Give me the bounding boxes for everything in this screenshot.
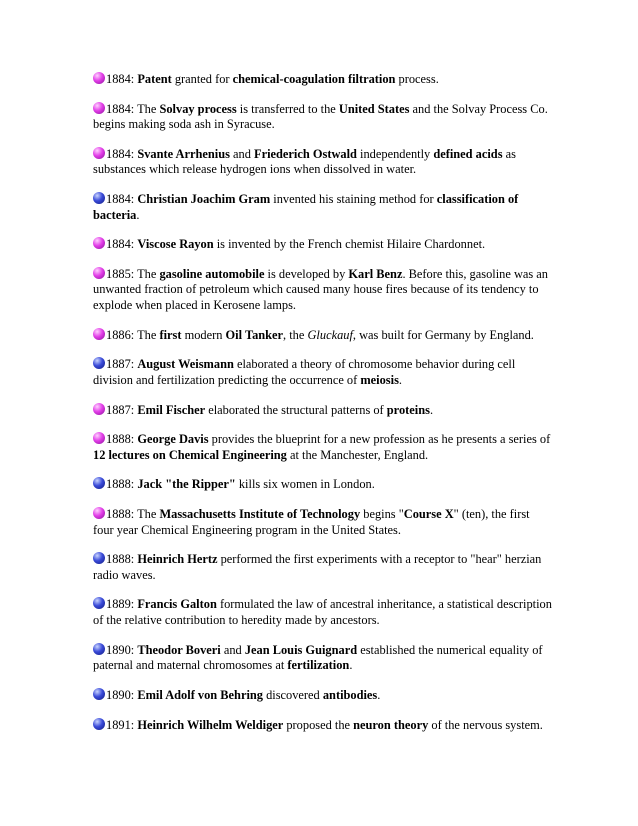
pink-bullet-icon [93, 237, 105, 249]
entry-text: . [398, 372, 402, 387]
entry-text: . [349, 658, 353, 673]
entry-bold-text: Patent [137, 72, 172, 86]
entry-text: 1888: [106, 552, 138, 567]
timeline-entry [93, 102, 553, 133]
entry-text: performed the first experiments with a receptor to "hear" herzian radio waves. [93, 552, 542, 582]
entry-bold-text: proteins [386, 402, 430, 417]
entry-bold-text: Emil Fischer [137, 402, 206, 417]
entry-text: 1890: [106, 642, 138, 657]
entry-bold-text: chemical-coagulation filtration [232, 72, 396, 86]
entry-text: independently [356, 146, 434, 161]
pink-bullet-icon [93, 267, 105, 279]
timeline-entry [93, 643, 553, 674]
timeline-entry [93, 357, 553, 388]
timeline-entry [93, 192, 553, 223]
entry-bold-text: classification of bacteria [93, 192, 519, 222]
timeline-entry [93, 507, 553, 538]
blue-bullet-icon [93, 718, 105, 730]
blue-bullet-icon [93, 192, 105, 204]
pink-bullet-icon [93, 72, 105, 84]
entry-italic-text: Gluckauf [307, 327, 353, 342]
entry-text: 1890: [106, 687, 138, 702]
entry-text: elaborated a theory of chromosome behavior during cell division and fertilization predicting the occurrence of [93, 357, 516, 387]
entry-text: 1884: [106, 72, 138, 86]
entry-text: 1886: The [106, 327, 160, 342]
entry-text: kills six women in London. [235, 477, 375, 492]
entry-bold-text: antibodies [322, 687, 378, 702]
entry-text: granted for [171, 72, 233, 86]
pink-bullet-icon [93, 147, 105, 159]
timeline-entry [93, 688, 553, 704]
timeline-entry [93, 718, 553, 734]
entry-text: , was built for Germany by England. [352, 327, 534, 342]
entry-text: 1889: [106, 597, 138, 612]
entry-bold-text: Friederich Ostwald [254, 146, 357, 161]
entry-bold-text: Heinrich Wilhelm Weldiger [137, 717, 284, 732]
blue-bullet-icon [93, 688, 105, 700]
timeline-entry [93, 72, 553, 88]
blue-bullet-icon [93, 597, 105, 609]
entry-bold-text: gasoline automobile [159, 266, 265, 281]
entry-text: proposed the [283, 717, 354, 732]
timeline-entry [93, 432, 553, 463]
pink-bullet-icon [93, 403, 105, 415]
entry-text: elaborated the structural patterns of [205, 402, 387, 417]
timeline-entry [93, 237, 553, 253]
entry-bold-text: Karl Benz [348, 266, 403, 281]
timeline-entry [93, 477, 553, 493]
entry-text: provides the blueprint for a new profession as he presents a series of [208, 432, 551, 447]
entry-bold-text: fertilization [287, 658, 350, 673]
entry-bold-text: Viscose Rayon [137, 237, 214, 252]
blue-bullet-icon [93, 477, 105, 489]
timeline-entry [93, 267, 553, 314]
entry-text: 1884: [106, 192, 138, 207]
timeline-entry [93, 328, 553, 344]
pink-bullet-icon [93, 102, 105, 114]
blue-bullet-icon [93, 357, 105, 369]
entry-bold-text: George Davis [137, 432, 209, 447]
entry-text: , the [283, 327, 308, 342]
timeline-entry [93, 552, 553, 583]
timeline-entry [93, 403, 553, 419]
entry-text: 1888: [106, 432, 138, 447]
timeline-entry [93, 147, 553, 178]
entry-text: at the Manchester, England. [286, 447, 429, 462]
pink-bullet-icon [93, 432, 105, 444]
entry-text: as substances which release hydrogen ions when dissolved in water. [93, 146, 516, 177]
entry-bold-text: Course X [403, 507, 454, 522]
entry-bold-text: Svante Arrhenius [137, 146, 230, 161]
entry-bold-text: United States [338, 101, 410, 116]
entry-text: invented his staining method for [270, 192, 437, 207]
entry-bold-text: Jean Louis Guignard [244, 642, 358, 657]
entry-text: 1884: [106, 237, 138, 252]
entry-bold-text: neuron theory [353, 717, 429, 732]
entry-bold-text: first [159, 327, 182, 342]
entry-bold-text: Jack "the Ripper" [137, 477, 236, 492]
entry-bold-text: Theodor Boveri [137, 642, 221, 657]
entry-bold-text: Oil Tanker [225, 327, 284, 342]
entry-text: . Before this, gasoline was an unwanted fraction of petroleum which caused many house fires because of its tendency to explode when placed in Kerosene lamps. [93, 266, 549, 312]
entry-text: formulated the law of ancestral inheritance, a statistical description of the relative contribution to heredity made by ancestors. [93, 597, 552, 627]
timeline-entry [93, 597, 553, 628]
entry-text: begins " [360, 507, 404, 522]
pink-bullet-icon [93, 507, 105, 519]
entry-text: is invented by the French chemist Hilaire Chardonnet. [213, 237, 486, 252]
entry-text: . [136, 207, 140, 222]
entry-text: and the Solvay Process Co. begins making soda ash in Syracuse. [93, 101, 548, 132]
entry-bold-text: defined acids [433, 146, 503, 161]
blue-bullet-icon [93, 552, 105, 564]
entry-text: 1888: The [106, 507, 160, 522]
entry-text: 1884: The [106, 101, 160, 116]
entry-bold-text: Francis Galton [137, 597, 217, 612]
entry-text: 1887: [106, 402, 138, 417]
entry-text: 1887: [106, 357, 138, 372]
entry-bold-text: Massachusetts Institute of Technology [159, 507, 361, 522]
entry-text: established the numerical equality of paternal and maternal chromosomes at [93, 642, 543, 673]
timeline-list [93, 72, 553, 747]
entry-bold-text: Christian Joachim Gram [137, 192, 271, 207]
entry-text: modern [181, 327, 226, 342]
entry-text: . [377, 687, 381, 702]
entry-text: and [220, 642, 245, 657]
entry-text: discovered [262, 687, 323, 702]
entry-text: 1885: The [106, 266, 160, 281]
entry-text: process. [395, 72, 439, 86]
entry-text: 1891: [106, 717, 138, 732]
entry-bold-text: meiosis [360, 372, 399, 387]
entry-text: is transferred to the [236, 101, 339, 116]
entry-text: 1884: [106, 146, 138, 161]
entry-bold-text: Heinrich Hertz [137, 552, 218, 567]
entry-text: . [429, 402, 434, 417]
entry-bold-text: Solvay process [159, 101, 237, 116]
blue-bullet-icon [93, 643, 105, 655]
entry-text: " (ten), the first four year Chemical Engineering program in the United States. [93, 507, 530, 537]
entry-text: 1888: [106, 477, 138, 492]
entry-text: is developed by [264, 266, 349, 281]
pink-bullet-icon [93, 328, 105, 340]
entry-bold-text: 12 lectures on Chemical Engineering [93, 447, 287, 462]
entry-bold-text: Emil Adolf von Behring [137, 687, 263, 702]
entry-bold-text: August Weismann [137, 357, 234, 372]
entry-text: and [229, 146, 255, 161]
entry-text: of the nervous system. [428, 717, 543, 732]
